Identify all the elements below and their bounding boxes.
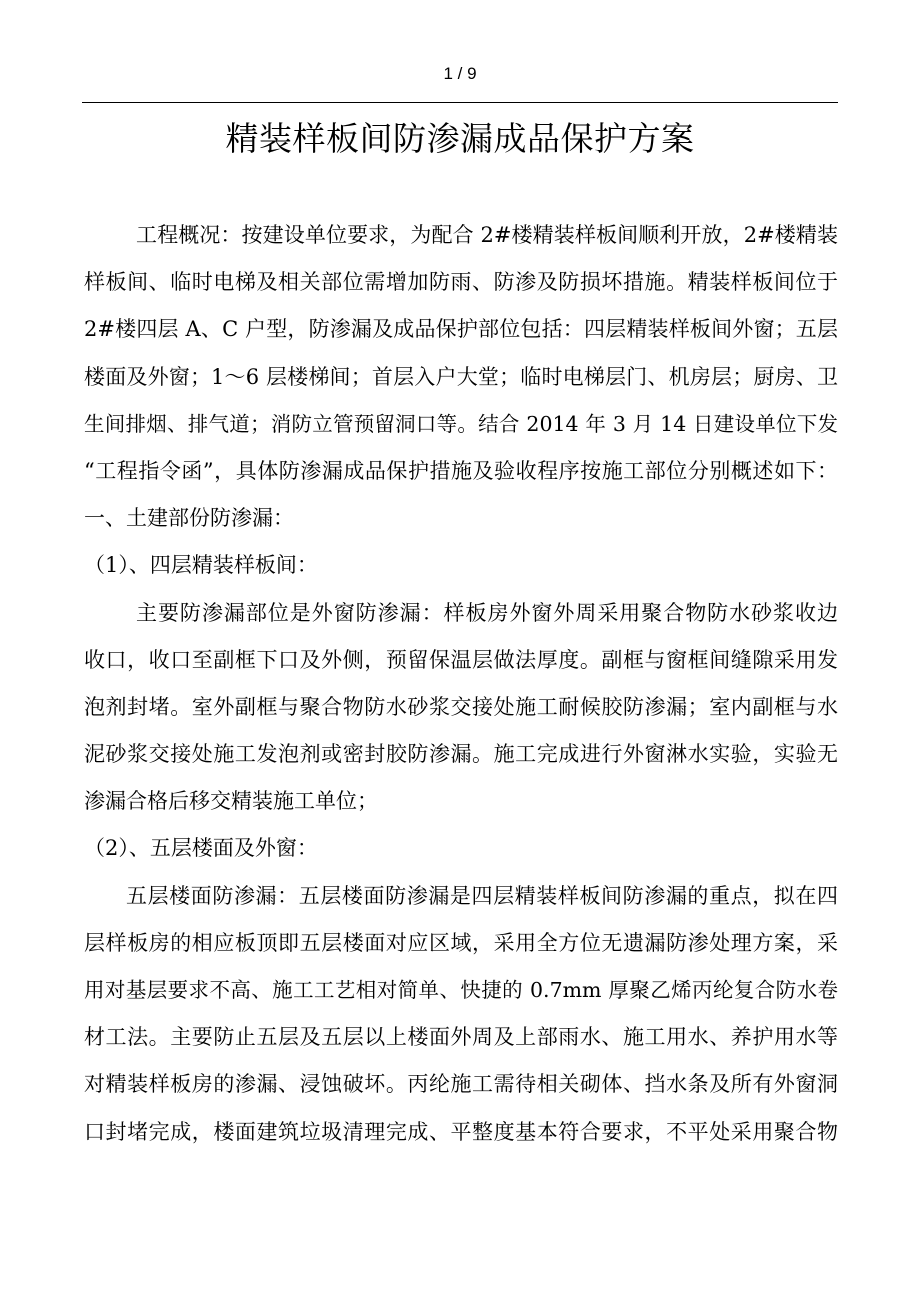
subsection-heading: （2）、五层楼面及外窗： <box>84 836 318 861</box>
document-body <box>84 212 838 1156</box>
paragraph-line: 泡剂封堵。室外副框与聚合物防水砂浆交接处施工耐候胶防渗漏；室内副框与水 <box>84 694 838 719</box>
paragraph-line: 收口，收口至副框下口及外侧，预留保温层做法厚度。副框与窗框间缝隙采用发 <box>84 647 838 672</box>
paragraph-line: “工程指令函”，具体防渗漏成品保护措施及验收程序按施工部位分别概述如下： <box>84 458 838 483</box>
header-divider <box>82 102 838 103</box>
paragraph-line: 样板间、临时电梯及相关部位需增加防雨、防渗及防损坏措施。精装样板间位于 <box>84 270 838 295</box>
paragraph-line: 材工法。主要防止五层及五层以上楼面外周及上部雨水、施工用水、养护用水等 <box>84 1025 838 1050</box>
paragraph-line: 2#楼四层 A、C 户型，防渗漏及成品保护部位包括：四层精装样板间外窗；五层 <box>84 317 838 342</box>
paragraph-line: 生间排烟、排气道；消防立管预留洞口等。结合 2014 年 3 月 14 日建设单位下发 <box>84 411 838 436</box>
paragraph-line: 五层楼面防渗漏：五层楼面防渗漏是四层精装样板间防渗漏的重点，拟在四 <box>126 883 838 908</box>
paragraph-line: 泥砂浆交接处施工发泡剂或密封胶防渗漏。施工完成进行外窗淋水实验，实验无 <box>84 742 838 767</box>
section-heading: 一、土建部份防渗漏： <box>84 506 294 531</box>
paragraph-line: 用对基层要求不高、施工工艺相对简单、快捷的 0.7mm 厚聚乙烯丙纶复合防水卷 <box>84 978 838 1002</box>
subsection-heading: （1）、四层精装样板间： <box>84 553 318 578</box>
document-title: 精装样板间防渗漏成品保护方案 <box>225 119 695 158</box>
paragraph-line: 渗漏合格后移交精装施工单位； <box>84 789 378 814</box>
paragraph-line: 口封堵完成，楼面建筑垃圾清理完成、平整度基本符合要求，不平处采用聚合物 <box>84 1119 838 1144</box>
paragraph-line: 楼面及外窗；1～6 层楼梯间；首层入户大堂；临时电梯层门、机房层；厨房、卫 <box>84 364 838 389</box>
paragraph-line: 层样板房的相应板顶即五层楼面对应区域，采用全方位无遗漏防渗处理方案，采 <box>84 930 838 955</box>
paragraph-line: 工程概况：按建设单位要求，为配合 2#楼精装样板间顺利开放，2#楼精装 <box>136 223 838 247</box>
paragraph-line: 主要防渗漏部位是外窗防渗漏：样板房外窗外周采用聚合物防水砂浆收边 <box>136 600 838 625</box>
paragraph-line: 对精装样板房的渗漏、浸蚀破坏。丙纶施工需待相关砌体、挡水条及所有外窗洞 <box>84 1072 838 1097</box>
page-number: 1 / 9 <box>443 64 477 83</box>
